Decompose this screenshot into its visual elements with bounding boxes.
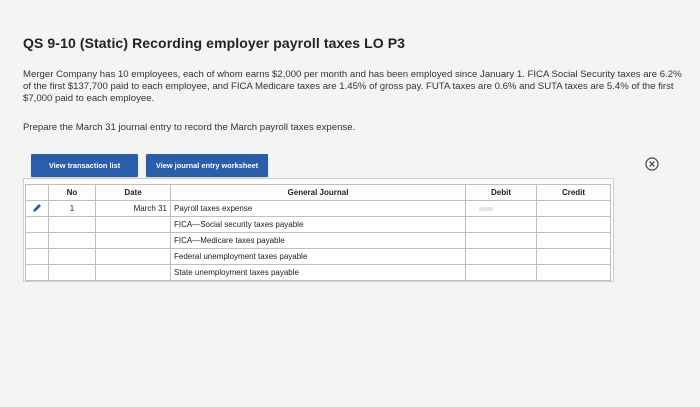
column-header-general-journal: General Journal bbox=[171, 185, 466, 201]
table-row bbox=[26, 265, 611, 281]
edit-entry-cell bbox=[26, 233, 49, 249]
table-row bbox=[26, 217, 611, 233]
row-debit[interactable] bbox=[466, 265, 537, 281]
close-icon[interactable] bbox=[645, 157, 659, 171]
row-credit[interactable] bbox=[537, 249, 611, 265]
row-no bbox=[49, 265, 96, 281]
row-debit[interactable] bbox=[466, 217, 537, 233]
column-header-no: No bbox=[49, 185, 96, 201]
input-placeholder-mark bbox=[479, 207, 493, 211]
row-credit[interactable] bbox=[537, 201, 611, 217]
column-header-debit: Debit bbox=[466, 185, 537, 201]
row-credit[interactable] bbox=[537, 217, 611, 233]
row-account[interactable]: Federal unemployment taxes payable bbox=[171, 249, 466, 265]
edit-entry-cell bbox=[26, 217, 49, 233]
column-header-date: Date bbox=[96, 185, 171, 201]
view-transaction-list-button[interactable]: View transaction list bbox=[31, 154, 138, 177]
journal-table bbox=[25, 184, 611, 281]
view-journal-entry-worksheet-button[interactable]: View journal entry worksheet bbox=[146, 154, 268, 177]
row-account[interactable]: FICA—Medicare taxes payable bbox=[171, 233, 466, 249]
edit-entry-cell[interactable] bbox=[26, 201, 49, 217]
edit-entry-cell bbox=[26, 249, 49, 265]
row-no: 1 bbox=[49, 201, 96, 217]
row-debit[interactable] bbox=[466, 201, 537, 217]
row-credit[interactable] bbox=[537, 233, 611, 249]
journal-header-row bbox=[26, 185, 611, 201]
column-header-credit: Credit bbox=[537, 185, 611, 201]
instruction-text: Prepare the March 31 journal entry to record the March payroll taxes expense. bbox=[23, 122, 356, 133]
page-title: QS 9-10 (Static) Recording employer payroll taxes LO P3 bbox=[23, 35, 406, 51]
row-no bbox=[49, 233, 96, 249]
row-account[interactable]: State unemployment taxes payable bbox=[171, 265, 466, 281]
row-date[interactable] bbox=[96, 265, 171, 281]
row-date[interactable] bbox=[96, 249, 171, 265]
row-no bbox=[49, 249, 96, 265]
edit-column-header bbox=[26, 185, 49, 201]
row-account[interactable]: Payroll taxes expense bbox=[171, 201, 466, 217]
row-date[interactable]: March 31 bbox=[96, 201, 171, 217]
row-date[interactable] bbox=[96, 233, 171, 249]
row-no bbox=[49, 217, 96, 233]
row-debit[interactable] bbox=[466, 249, 537, 265]
row-debit[interactable] bbox=[466, 233, 537, 249]
table-row bbox=[26, 249, 611, 265]
row-account[interactable]: FICA—Social security taxes payable bbox=[171, 217, 466, 233]
row-date[interactable] bbox=[96, 217, 171, 233]
table-row bbox=[26, 201, 611, 217]
pencil-icon[interactable] bbox=[32, 203, 42, 213]
problem-statement: Merger Company has 10 employees, each of whom earns $2,000 per month and has been employed since January 1. FICA Social Security taxes are 6.2% of the first $137,700 paid to each employee, and FICA Medicare taxes are 1.45% of gross pay. FUTA taxes are 0.6% and SUTA taxes are 5.4% of the first $7,000 paid to each employee. bbox=[23, 69, 682, 105]
edit-entry-cell bbox=[26, 265, 49, 281]
row-credit[interactable] bbox=[537, 265, 611, 281]
table-row bbox=[26, 233, 611, 249]
